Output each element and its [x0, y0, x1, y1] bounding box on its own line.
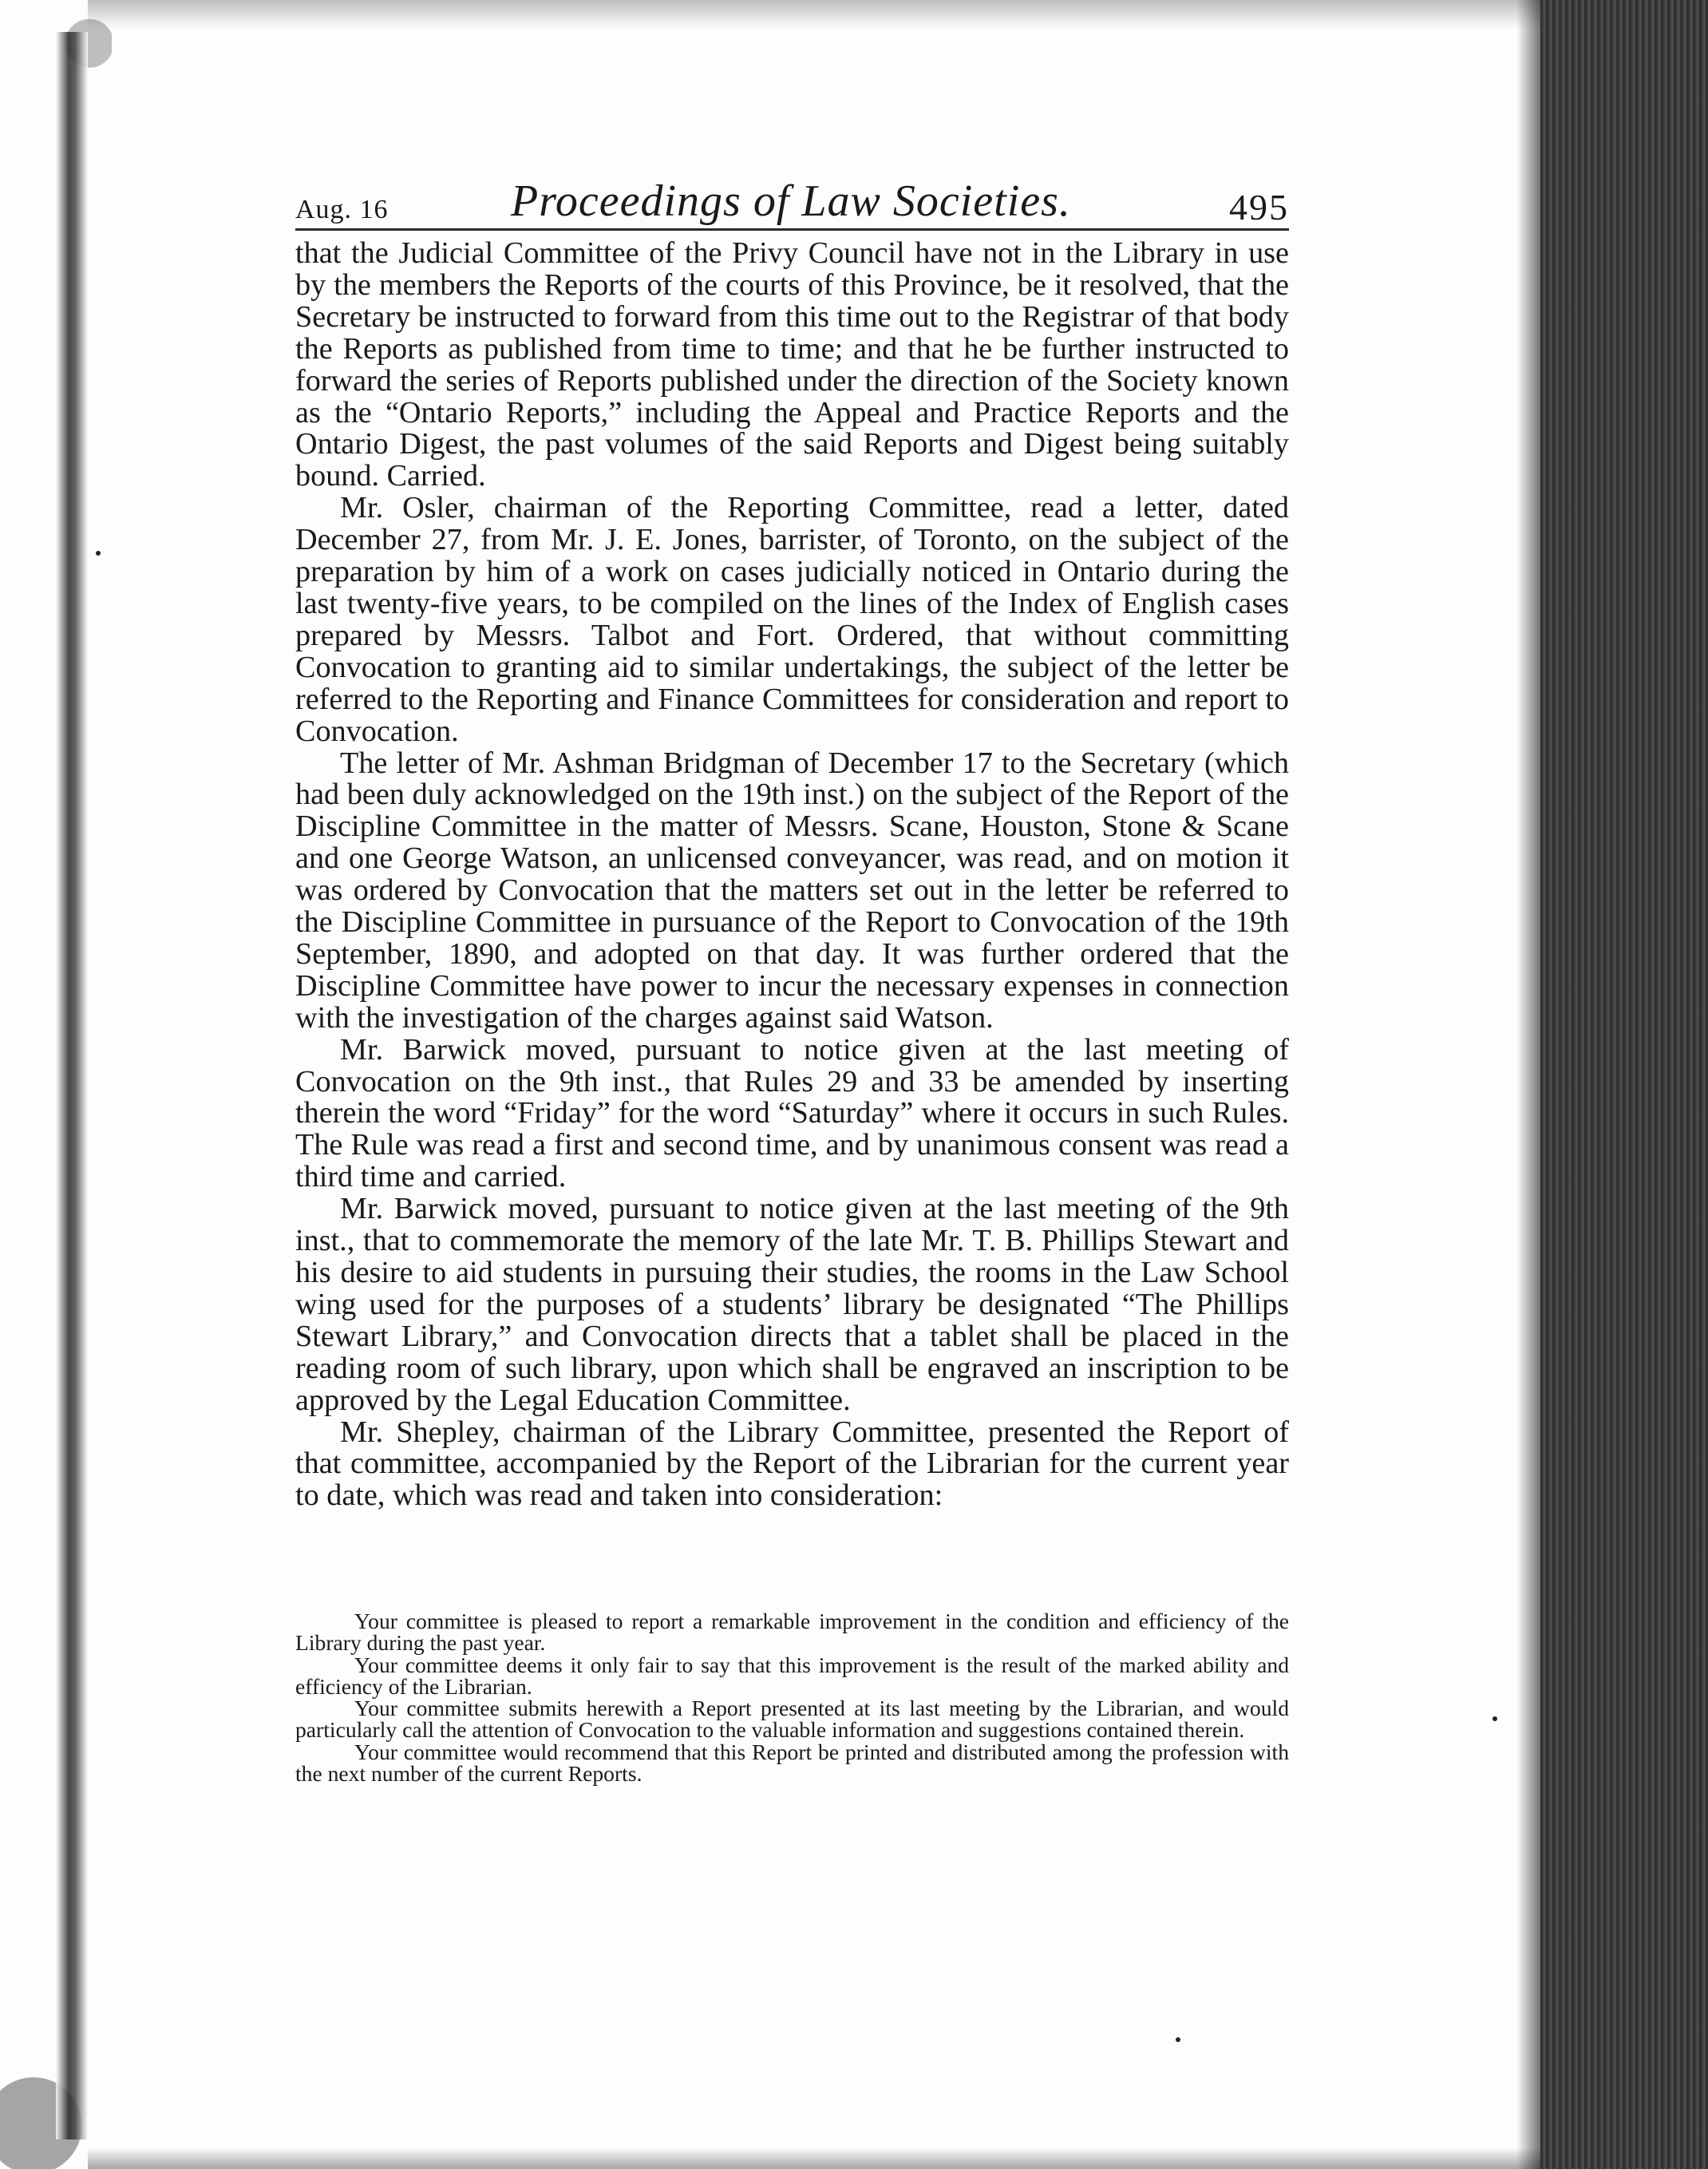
scan-speck	[1176, 2037, 1180, 2042]
scan-speck	[1493, 1716, 1497, 1721]
paragraph-osler-letter: Mr. Osler, chairman of the Reporting Committee, read a letter, dated December 27, from Mr. J. E. Jones, barrister, of Toronto, on the subject of the preparation by him of a work on cases judicially noticed in Ontario during the last twenty-five years, to be compiled on the lines of the Index of English cases prepared by Messrs. Talbot and Fort. Ordered, that without committing Convocation to granting aid to similar undertakings, the subject of the letter be referred to the Reporting and Finance Committees for consideration and report to Convocation.	[295, 491, 1289, 748]
header-rule	[295, 228, 1289, 231]
body-text	[295, 238, 1289, 1512]
report-paragraph: Your committee submits herewith a Report presented at its last meeting by the Librarian, and would particularly call the attention of Convocation to the valuable information and suggestions contained therein.	[295, 1696, 1289, 1743]
committee-report	[295, 1609, 1289, 1787]
binding-edge-left	[56, 32, 88, 2139]
paragraph-barwick-rules: Mr. Barwick moved, pursuant to notice given at the last meeting of Convocation on the 9th inst., that Rules 29 and 33 be amended by inserting therein the word “Friday” for the word “Saturday” where it occurs in such Rules. The Rule was read a first and second time, and by unanimous consent was read a third time and carried.	[295, 1032, 1289, 1194]
report-paragraph: Your committee deems it only fair to say that this improvement is the result of the marked ability and efficiency of the Librarian.	[295, 1652, 1289, 1699]
paragraph-shepley-report: Mr. Shepley, chairman of the Library Committee, presented the Report of that committee, accompanied by the Report of the Librarian for the current year to date, which was read and taken into consideration:	[295, 1415, 1289, 1513]
adjacent-page-gutter	[1540, 0, 1708, 2169]
report-paragraph: Your committee is pleased to report a remarkable improvement in the condition and efficiency of the Library during the past year.	[295, 1609, 1289, 1656]
page-bottom-edge	[88, 2147, 1540, 2169]
page-number: 495	[1229, 187, 1289, 228]
report-paragraph: Your committee would recommend that this Report be printed and distributed among the profession with the next number of the current Reports.	[295, 1739, 1289, 1787]
paragraph-bridgman-letter: The letter of Mr. Ashman Bridgman of December 17 to the Secretary (which had been duly acknowledged on the 19th inst.) on the subject of the Report of the Discipline Committee in the matter of Messrs. Scane, Houston, Stone & Scane and one George Watson, an unlicensed conveyancer, was read, and on motion it was ordered by Convocation that the matters set out in the letter be referred to the Discipline Committee in pursuance of the Report to Convocation of the 19th September, 1890, and adopted on that day. It was further ordered that the Discipline Committee have power to incur the necessary expenses in connection with the investigation of the charges against said Watson.	[295, 746, 1289, 1035]
header-date: Aug. 16	[295, 195, 389, 224]
header-title: Proceedings of Law Societies.	[511, 176, 1071, 226]
paragraph-continued: that the Judicial Committee of the Privy Council have not in the Library in use by the members the Reports of the courts of this Province, be it resolved, that the Secretary be instructed to forward from this time out to the Registrar of that body the Reports as published from time to time; and that he be further instructed to forward the series of Reports published under the direction of the Society known as the “Ontario Reports,” including the Appeal and Practice Reports and the Ontario Digest, the past volumes of the said Reports and Digest being suitably bound. Carried.	[295, 236, 1289, 493]
paragraph-barwick-library: Mr. Barwick moved, pursuant to notice given at the last meeting of the 9th inst., that to commemorate the memory of the late Mr. T. B. Phillips Stewart and his desire to aid students in pursuing their studies, the rooms in the Law School wing used for the purposes of a students’ library be designated “The Phillips Stewart Library,” and Convocation directs that a tablet shall be placed in the reading room of such library, upon which shall be engraved an inscription to be approved by the Legal Education Committee.	[295, 1192, 1289, 1417]
running-header	[295, 174, 1289, 230]
page-top-edge	[88, 0, 1540, 29]
scan-speck	[96, 551, 101, 556]
